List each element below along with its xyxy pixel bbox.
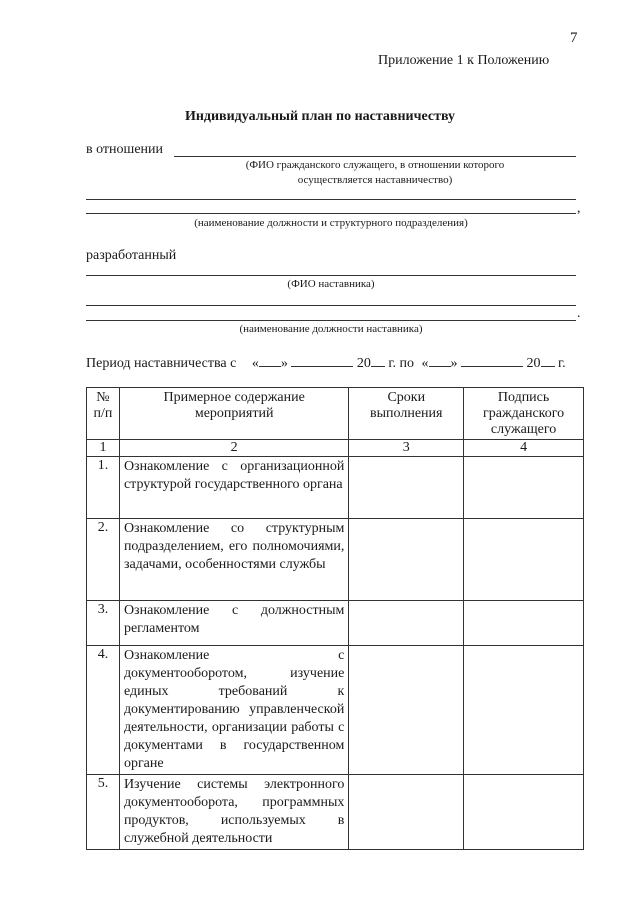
period-label: Период наставничества с	[86, 356, 237, 371]
deadline-cell[interactable]	[349, 519, 464, 601]
table-row	[87, 775, 584, 850]
from-suffix: г. по	[388, 356, 414, 371]
period-line	[86, 354, 566, 372]
mentor-position-line-2[interactable]	[86, 320, 576, 321]
signature-cell[interactable]	[464, 775, 584, 850]
header-signature: Подпись гражданского служащего	[464, 388, 584, 440]
from-close-quote: »	[280, 356, 288, 371]
regarding-label: в отношении	[86, 142, 164, 157]
row-number: 4.	[87, 646, 120, 775]
to-suffix: г.	[558, 356, 566, 371]
signature-cell[interactable]	[464, 457, 584, 519]
regarding-position-line-2[interactable]	[86, 213, 576, 214]
from-day-blank[interactable]	[259, 354, 281, 367]
column-index-2: 2	[119, 440, 348, 457]
mentor-position-caption: (наименование должности наставника)	[239, 323, 423, 335]
row-number: 2.	[87, 519, 120, 601]
mentor-position-line-1[interactable]	[86, 305, 576, 306]
deadline-cell[interactable]	[349, 601, 464, 646]
trailing-comma: ,	[577, 201, 581, 216]
table-row	[87, 601, 584, 646]
from-year-prefix: 20	[356, 356, 371, 371]
column-index-3: 3	[349, 440, 464, 457]
regarding-caption-line2: осуществляется наставничество)	[297, 174, 453, 186]
row-content: Изучение системы электронного документооборота, программных продуктов, используемых в служебной деятельности	[119, 775, 348, 850]
to-month-blank[interactable]	[461, 354, 523, 367]
page-number: 7	[570, 30, 578, 46]
from-open-quote: «	[251, 356, 259, 371]
trailing-dot: .	[577, 306, 581, 321]
row-number: 5.	[87, 775, 120, 850]
from-month-blank[interactable]	[291, 354, 353, 367]
regarding-name-line[interactable]	[174, 156, 576, 157]
table-row	[87, 457, 584, 519]
plan-table	[86, 387, 584, 850]
signature-cell[interactable]	[464, 646, 584, 775]
row-number: 1.	[87, 457, 120, 519]
column-index-1: 1	[87, 440, 120, 457]
table-row	[87, 646, 584, 775]
signature-cell[interactable]	[464, 519, 584, 601]
row-content: Ознакомление с организационной структурой государственного органа	[119, 457, 348, 519]
from-year-blank[interactable]	[371, 354, 385, 367]
row-content: Ознакомление со структурным подразделением, его полномочиями, задачами, особенностями службы	[119, 519, 348, 601]
header-content: Примерное содержание мероприятий	[119, 388, 348, 440]
header-deadline: Сроки выполнения	[349, 388, 464, 440]
header-number: № п/п	[87, 388, 120, 440]
deadline-cell[interactable]	[349, 775, 464, 850]
to-open-quote: «	[421, 356, 429, 371]
row-content: Ознакомление с документооборотом, изучение единых требований к документированию управленческой деятельности, организации работы с документами в государственном органе	[119, 646, 348, 775]
row-content: Ознакомление с должностным регламентом	[119, 601, 348, 646]
to-close-quote: »	[450, 356, 458, 371]
header-row	[87, 388, 584, 440]
mentor-name-line[interactable]	[86, 275, 576, 276]
to-day-blank[interactable]	[429, 354, 451, 367]
signature-cell[interactable]	[464, 601, 584, 646]
table-row	[87, 519, 584, 601]
deadline-cell[interactable]	[349, 646, 464, 775]
regarding-position-line-1[interactable]	[86, 199, 576, 200]
mentor-caption: (ФИО наставника)	[287, 278, 375, 290]
developed-label: разработанный	[86, 248, 177, 263]
appendix-note: Приложение 1 к Положению	[378, 53, 550, 68]
position-caption: (наименование должности и структурного подразделения)	[194, 217, 468, 229]
regarding-caption	[174, 158, 576, 188]
column-index-4: 4	[464, 440, 584, 457]
regarding-caption-line1: (ФИО гражданского служащего, в отношении которого	[245, 159, 505, 171]
column-index-row	[87, 440, 584, 457]
deadline-cell[interactable]	[349, 457, 464, 519]
to-year-prefix: 20	[526, 356, 541, 371]
document-title: Индивидуальный план по наставничеству	[184, 109, 456, 124]
row-number: 3.	[87, 601, 120, 646]
to-year-blank[interactable]	[541, 354, 555, 367]
